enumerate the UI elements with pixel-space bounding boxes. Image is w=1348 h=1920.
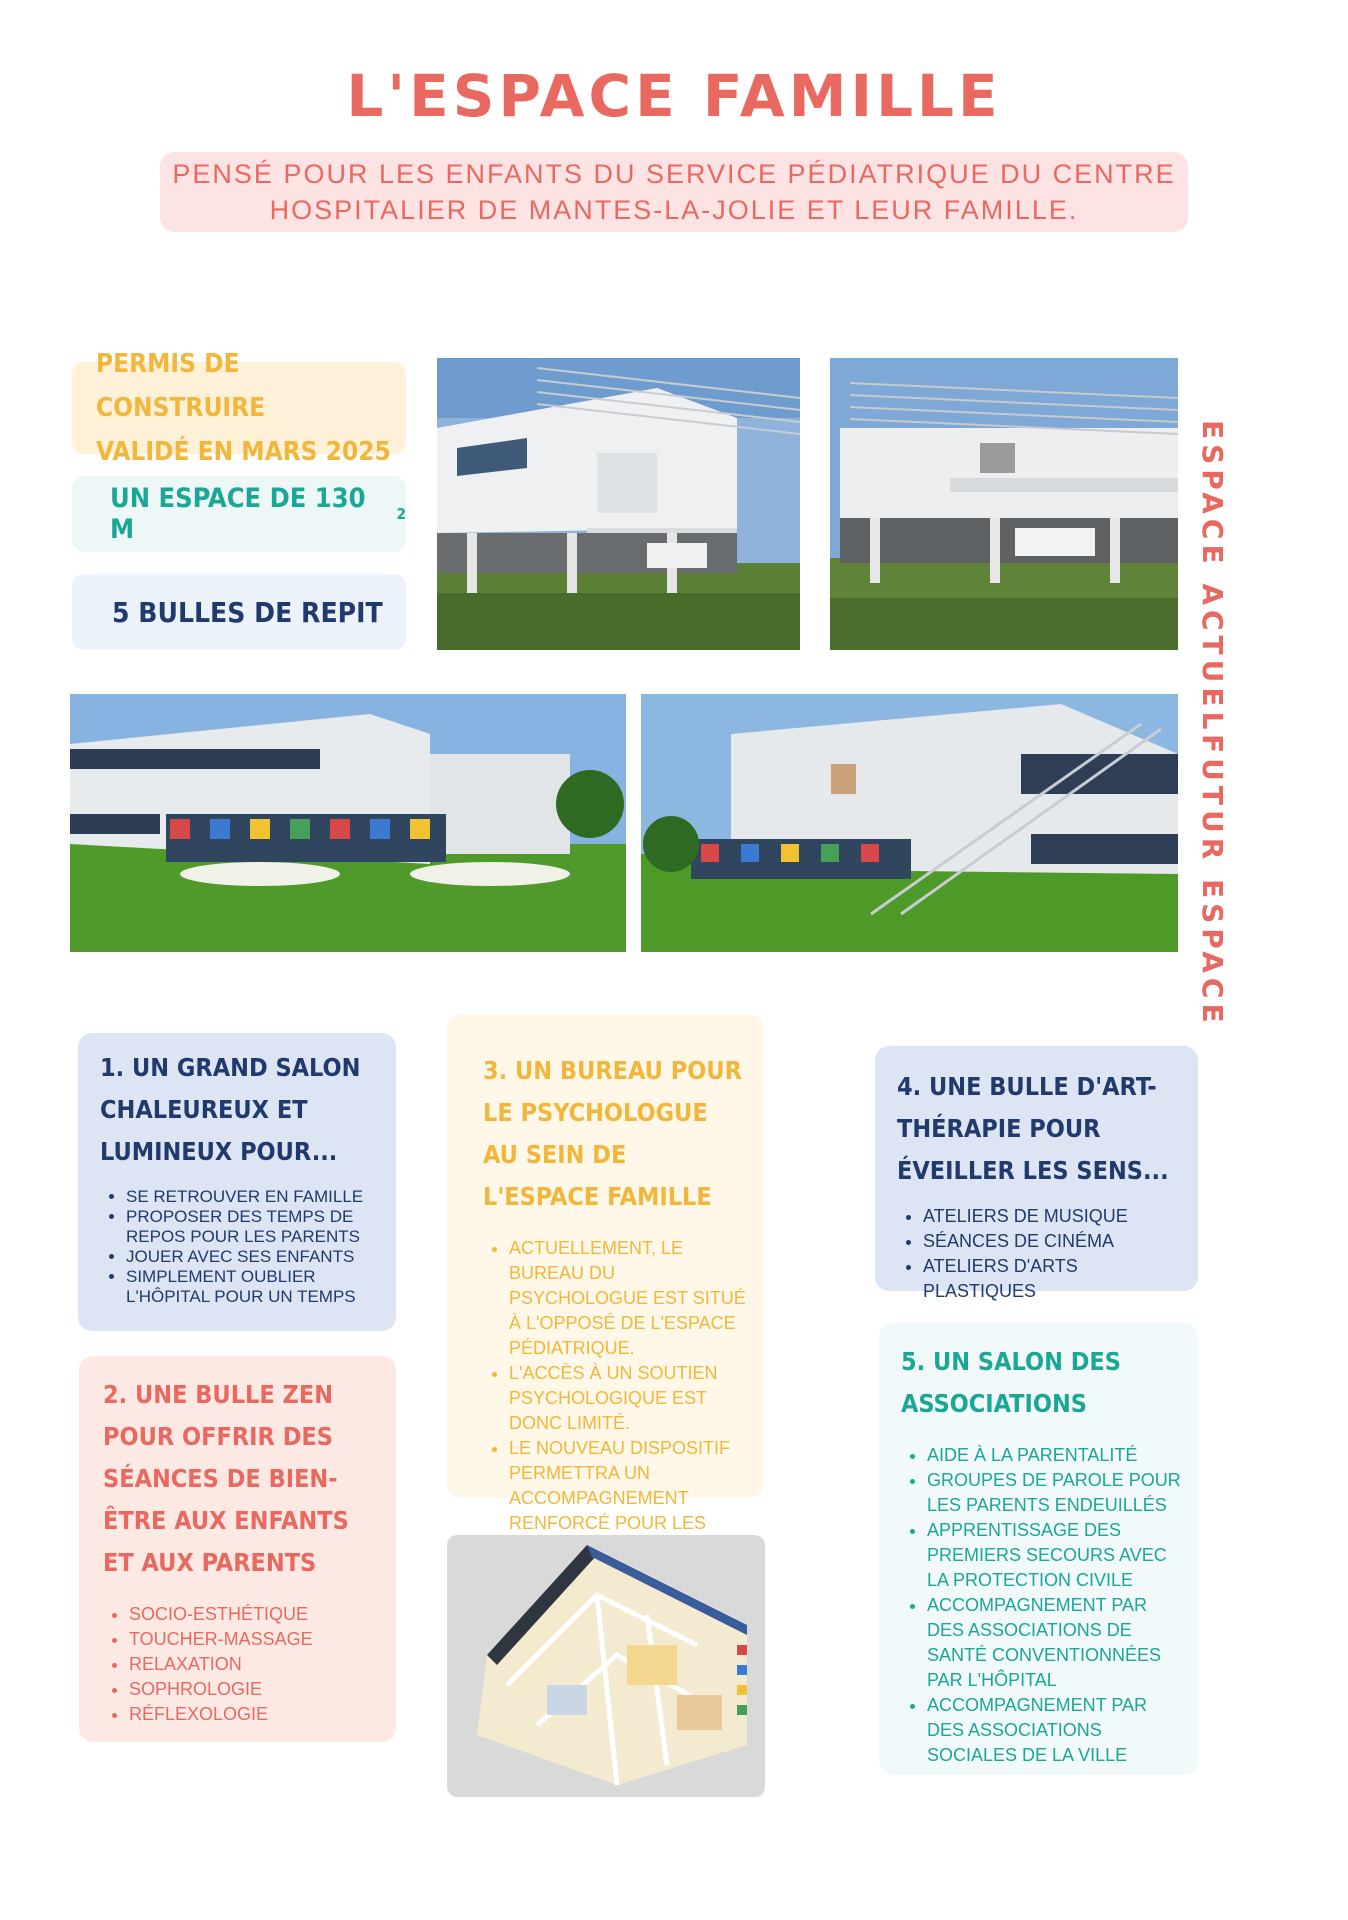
card-art-therapie	[875, 1046, 1198, 1301]
card-3-list	[483, 1236, 750, 1586]
floor-plan-render	[447, 1535, 765, 1797]
list-item: • RÉFLEXOLOGIE	[129, 1702, 378, 1727]
area-text: UN ESPACE DE 130 M	[110, 483, 366, 545]
future-space-render-1	[70, 694, 626, 952]
list-item: • PROPOSER DES TEMPS DE REPOS POUR LES PARENTS	[126, 1207, 378, 1247]
future-space-label: FUTUR ESPACE	[1196, 734, 1229, 1028]
permit-line-2: VALIDÉ EN MARS 2025	[96, 437, 391, 467]
card-5-title: 5. UN SALON DES ASSOCIATIONS	[901, 1347, 1121, 1418]
card-4-list	[897, 1204, 1186, 1304]
subtitle-line-1: PENSÉ POUR LES ENFANTS DU SERVICE PÉDIATRIQUE DU CENTRE	[172, 159, 1176, 189]
list-item: • SE RETROUVER EN FAMILLE	[126, 1187, 378, 1207]
list-item: • ATELIERS DE MUSIQUE	[923, 1204, 1186, 1229]
list-item: • ACCOMPAGNEMENT PAR DES ASSOCIATIONS DE SANTÉ CONVENTIONNÉES PAR L'HÔPITAL	[927, 1593, 1184, 1693]
list-item: • RELAXATION	[129, 1652, 378, 1677]
card-3-title: 3. UN BUREAU POUR LE PSYCHOLOGUE AU SEIN DE L'ESPACE FAMILLE	[483, 1056, 742, 1211]
permit-pill	[72, 349, 406, 467]
card-1-title: 1. UN GRAND SALON CHALEUREUX ET LUMINEUX POUR...	[100, 1053, 361, 1166]
list-item: • SOCIO-ESTHÉTIQUE	[129, 1602, 378, 1627]
list-item: • ACCOMPAGNEMENT PAR DES ASSOCIATIONS SOCIALES DE LA VILLE	[927, 1693, 1184, 1768]
current-space-label: ESPACE ACTUEL	[1196, 420, 1229, 735]
card-salon-associations	[879, 1323, 1198, 1775]
list-item: • L'ACCÈS À UN SOUTIEN PSYCHOLOGIQUE EST DONC LIMITÉ.	[509, 1361, 750, 1436]
card-4-title: 4. UNE BULLE D'ART-THÉRAPIE POUR ÉVEILLER LES SENS...	[897, 1072, 1169, 1185]
area-pill	[72, 476, 406, 552]
future-space-render-2	[641, 694, 1178, 952]
card-1-list	[100, 1187, 378, 1307]
card-bureau-psychologue	[447, 1014, 764, 1533]
current-space-photo-1	[437, 358, 800, 650]
card-bulle-zen	[79, 1356, 396, 1742]
card-5-list	[901, 1443, 1184, 1768]
list-item: • SIMPLEMENT OUBLIER L'HÔPITAL POUR UN TEMPS	[126, 1267, 378, 1307]
list-item: • ATELIERS D'ARTS PLASTIQUES	[923, 1254, 1186, 1304]
card-grand-salon	[78, 1033, 396, 1331]
area-superscript: 2	[396, 505, 406, 523]
list-item: • SÉANCES DE CINÉMA	[923, 1229, 1186, 1254]
bubbles-pill	[72, 574, 406, 650]
page-title: L'ESPACE FAMILLE	[346, 62, 1002, 130]
card-2-title: 2. UNE BULLE ZEN POUR OFFRIR DES SÉANCES DE BIEN-ÊTRE AUX ENFANTS ET AUX PARENTS	[103, 1380, 349, 1577]
card-2-list	[103, 1602, 378, 1727]
subtitle-line-2: HOSPITALIER DE MANTES-LA-JOLIE ET LEUR FAMILLE.	[269, 195, 1079, 225]
list-item: • GROUPES DE PAROLE POUR LES PARENTS ENDEUILLÉS	[927, 1468, 1184, 1518]
current-space-photo-2	[830, 358, 1178, 650]
list-item: • TOUCHER-MASSAGE	[129, 1627, 378, 1652]
list-item: • JOUER AVEC SES ENFANTS	[126, 1247, 378, 1267]
subtitle-wrap	[0, 152, 1348, 232]
list-item: • SOPHROLOGIE	[129, 1677, 378, 1702]
list-item: • LE NOUVEAU DISPOSITIF PERMETTRA UN ACCOMPAGNEMENT RENFORCÉ POUR LES	[509, 1436, 750, 1586]
list-item: • APPRENTISSAGE DES PREMIERS SECOURS AVEC LA PROTECTION CIVILE	[927, 1518, 1184, 1593]
permit-line-1: PERMIS DE CONSTRUIRE	[96, 349, 266, 423]
list-item: • ACTUELLEMENT, LE BUREAU DU PSYCHOLOGUE EST SITUÉ À L'OPPOSÉ DE L'ESPACE PÉDIATRIQUE.	[509, 1236, 750, 1361]
list-item: • AIDE À LA PARENTALITÉ	[927, 1443, 1184, 1468]
subtitle	[160, 152, 1187, 232]
bubbles-text: 5 BULLES DE REPIT	[112, 595, 383, 629]
